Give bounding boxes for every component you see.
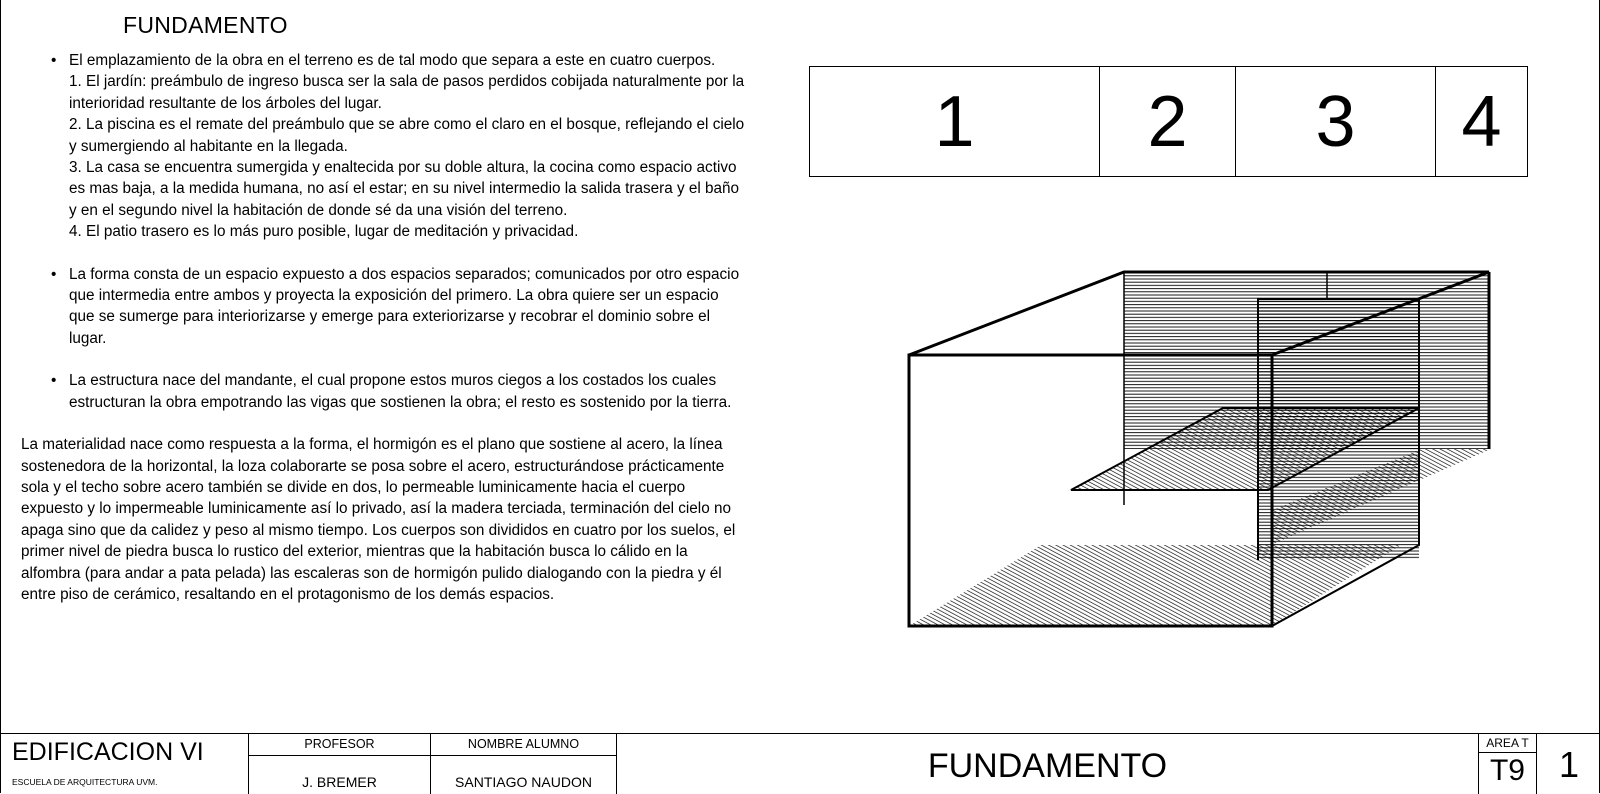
sheet-title: FUNDAMENTO: [927, 747, 1168, 785]
bullet-dot-icon: •: [51, 265, 57, 283]
sheet-number: 1: [1558, 744, 1580, 785]
numbered-item: 3. La casa se encuentra sumergida y enaltecida por su doble altura, la cocina como espacio activo es mas baja, a la medida humana, no así el estar; en su nivel intermedio la salida trasera y el baño y en el segundo nivel la habitación de donde sé da una visión del terreno.: [69, 159, 740, 219]
student-label: NOMBRE ALUMNO: [431, 737, 616, 751]
division-cell: 2: [1100, 67, 1236, 176]
division-cell: 4: [1461, 81, 1502, 162]
school-name: ESCUELA DE ARQUITECTURA UVM.: [12, 777, 158, 787]
bullet-dot-icon: •: [51, 52, 57, 69]
bullet-item: • El emplazamiento de la obra en el terreno es de tal modo que separa a este en cuatro cuerpos.: [21, 50, 746, 71]
numbered-item: 2. La piscina es el remate del preámbulo que se abre como el claro en el bosque, reflejando el cielo y sumergiendo al habitante en la llegada.: [69, 116, 745, 155]
bullet-item: • La forma consta de un espacio expuesto a dos espacios separados; comunicados por otro espacio que intermedia entre ambos y proyecta la exposición del primero. La obra quiere ser un espacio que se sumerge para interiorizarse y emerge para exteriorizarse y recobrar el dominio sobre el lugar.: [51, 265, 740, 347]
sheet-number-cell: [1537, 734, 1600, 794]
area-code: T9: [1489, 754, 1525, 787]
area-label: AREA T: [1479, 736, 1536, 750]
page-title: FUNDAMENTO: [123, 12, 288, 38]
sheet-title-cell: [617, 734, 1479, 794]
professor-label: PROFESOR: [249, 737, 430, 751]
professor-cell: [249, 734, 431, 794]
axonometric-drawing: [881, 250, 1501, 635]
numbered-item: 1. El jardín: preámbulo de ingreso busca ser la sala de pasos perdidos cobijada naturalmente por la interioridad resultante de los árboles del lugar.: [69, 73, 745, 112]
volume-hatching: [909, 272, 1491, 626]
student-cell: [431, 734, 617, 794]
text-body: [21, 50, 746, 605]
area-cell: [1479, 734, 1537, 794]
division-cell: 1: [810, 67, 1100, 176]
materiality-paragraph: La materialidad nace como respuesta a la forma, el hormigón es el plano que sostiene al acero, la línea sostenedora de la horizontal, la loza colaborarte se posa sobre el acero, estructurándose prácticamente sola y el techo sobre acero también se divide en dos, lo permeable luminicamente hacia el cuerpo expuesto y lo impermeable luminicamente así lo privado, así la madera terciada, terminación del cielo no apaga sino que da calidez y peso al mismo tiempo. Los cuerpos son divididos en cuatro por los suelos, el primer nivel de piedra busca lo rustico del exterior, mientras que la habitación busca lo cálido en la alfombra (para andar a pata pelada) las escaleras son de hormigón pulido dialogando con la piedra y él entre piso de cerámico, resaltando en el protagonismo de los demás espacios.: [21, 436, 736, 603]
division-cell: 3: [1236, 67, 1436, 176]
numbered-item: 4. El patio trasero es lo más puro posible, lugar de meditación y privacidad.: [69, 223, 579, 241]
title-block: [1, 733, 1600, 794]
professor-name: J. BREMER: [302, 774, 377, 790]
site-division-strip: [809, 66, 1528, 177]
course-name: EDIFICACION VI: [12, 738, 204, 766]
bullet-item: • La estructura nace del mandante, el cual propone estos muros ciegos a los costados los cuales estructuran la obra empotrando las vigas que sostienen la obra; el resto es sostenido por la tierra.: [51, 372, 732, 411]
bullet-dot-icon: •: [51, 372, 57, 390]
student-name: SANTIAGO NAUDON: [455, 774, 592, 790]
course-cell: [9, 734, 249, 794]
